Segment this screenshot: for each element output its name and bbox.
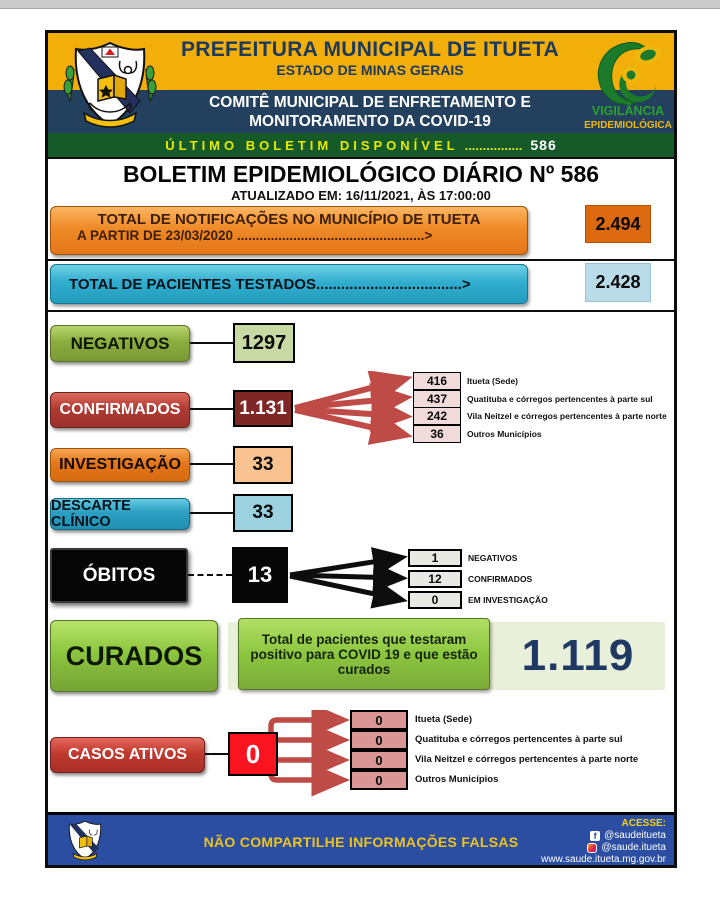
total-notifications-bar: [50, 206, 528, 255]
header-title: [160, 38, 580, 78]
estado-subtitle: ESTADO DE MINAS GERAIS: [276, 62, 464, 78]
instagram-handle: @saude.itueta: [601, 842, 666, 853]
confirmados-button: CONFIRMADOS: [50, 392, 190, 428]
municipal-coat-of-arms-icon: [60, 39, 160, 135]
notifications-label-line2: A PARTIR DE 23/03/2020 ..................................................>: [77, 228, 433, 243]
negativos-connector: [190, 342, 233, 344]
facebook-icon: f: [590, 831, 600, 841]
confirmados-breakdown-value: 242: [413, 407, 461, 425]
footer-links: [541, 818, 666, 866]
confirmados-fan-arrows: [293, 371, 413, 476]
casos-breakdown-value: 0: [350, 750, 408, 770]
tested-label: TOTAL DE PACIENTES TESTADOS...................................>: [69, 275, 471, 293]
bulletin-title: BOLETIM EPIDEMIOLÓGICO DIÁRIO Nº 586: [122, 161, 600, 187]
vigilancia-epidemiologica-logo: [582, 37, 674, 135]
notifications-label-line1: TOTAL DE NOTIFICAÇÕES NO MUNICÍPIO DE ITUETA: [97, 211, 481, 228]
facebook-handle: @saudeitueta: [604, 830, 666, 841]
committee-line2: MONITORAMENTO DA COVID-19: [249, 113, 491, 130]
last-bulletin-dots: ................: [464, 137, 523, 153]
obitos-dashed-connector: [188, 574, 232, 576]
facebook-link[interactable]: [541, 830, 666, 842]
investigacao-button: INVESTIGAÇÃO: [50, 448, 190, 482]
confirmados-breakdown-label: Itueta (Sede): [467, 376, 519, 386]
curados-value: 1.119: [521, 631, 635, 680]
total-tested-value: 2.428: [585, 263, 651, 302]
curados-button: CURADOS: [50, 620, 218, 692]
section-divider-1: [48, 259, 674, 261]
obitos-value: 13: [232, 547, 288, 603]
total-notifications-value: 2.494: [585, 205, 651, 243]
obitos-breakdown-label: NEGATIVOS: [468, 553, 518, 563]
committee-title: [160, 93, 580, 131]
bulletin-updated: ATUALIZADO EM: 16/11/2021, ÀS 17:00:00: [231, 188, 491, 203]
casos-breakdown-label: Outros Municípios: [415, 774, 499, 785]
casos-ativos-value: 0: [228, 732, 278, 776]
casos-breakdown-label: Vila Neitzel e córregos pertencentes à parte norte: [415, 754, 639, 765]
obitos-breakdown-label: EM INVESTIGAÇÃO: [468, 595, 548, 605]
investigacao-connector: [190, 463, 233, 465]
section-divider-2: [48, 310, 674, 312]
descarte-clinico-button: DESCARTE CLÍNICO: [50, 498, 190, 530]
committee-line1: COMITÊ MUNICIPAL DE ENFRETAMENTO E: [209, 94, 531, 111]
window-edge-strip: [0, 0, 720, 9]
last-bulletin-bar: [48, 133, 674, 157]
casos-connector: [205, 753, 228, 755]
casos-breakdown-label: Itueta (Sede): [415, 714, 473, 725]
casos-ativos-button: CASOS ATIVOS: [50, 737, 205, 773]
descarte-value: 33: [233, 494, 293, 532]
confirmados-breakdown-label: Vila Neitzel e córregos pertencentes à parte norte: [467, 411, 667, 421]
bulletin-document: [45, 30, 677, 868]
confirmados-value: 1.131: [233, 390, 293, 427]
prefeitura-title: PREFEITURA MUNICIPAL DE ITUETA: [180, 38, 560, 61]
footer-warning: NÃO COMPARTILHE INFORMAÇÕES FALSAS: [203, 834, 519, 850]
negativos-button: NEGATIVOS: [50, 325, 190, 362]
obitos-breakdown-label: CONFIRMADOS: [468, 574, 533, 584]
header-divider: [48, 157, 674, 159]
footer-bar: [48, 812, 674, 865]
casos-breakdown-value: 0: [350, 710, 408, 730]
casos-breakdown-value: 0: [350, 730, 408, 750]
website-link[interactable]: [541, 854, 666, 866]
casos-breakdown-value: 0: [350, 770, 408, 790]
vigilancia-text: VIGILÂNCIA: [591, 104, 665, 118]
descarte-connector: [190, 512, 233, 514]
obitos-breakdown-value: 0: [408, 591, 462, 609]
casos-breakdown-label: Quatituba e córregos pertencentes à parte sul: [415, 734, 623, 745]
confirmados-breakdown-value: 36: [413, 425, 461, 443]
obitos-breakdown-value: 12: [408, 570, 462, 588]
confirmados-connector: [190, 408, 233, 410]
obitos-button: ÓBITOS: [50, 548, 188, 603]
curados-description: Total de pacientes que testaram positivo para COVID 19 e que estão curados: [238, 618, 490, 690]
access-label: ACESSE:: [621, 818, 666, 829]
total-tested-bar: [50, 264, 528, 304]
last-bulletin-label: ÚLTIMO BOLETIM DISPONÍVEL: [165, 137, 459, 153]
negativos-value: 1297: [233, 323, 295, 363]
confirmados-breakdown-value: 416: [413, 372, 461, 390]
confirmados-breakdown-label: Quatituba e córregos pertencentes à parte sul: [467, 394, 653, 404]
confirmados-breakdown-label: Outros Municípios: [467, 429, 542, 439]
last-bulletin-number: 586: [530, 137, 557, 153]
obitos-breakdown-value: 1: [408, 549, 462, 567]
instagram-link[interactable]: [541, 842, 666, 854]
website-url: www.saude.itueta.mg.gov.br: [541, 854, 666, 865]
instagram-icon: [587, 843, 597, 853]
confirmados-breakdown-value: 437: [413, 390, 461, 408]
investigacao-value: 33: [233, 446, 293, 484]
obitos-fan-arrows: [288, 547, 408, 609]
epidemiologica-text: EPIDEMIOLÓGICA: [584, 120, 672, 131]
